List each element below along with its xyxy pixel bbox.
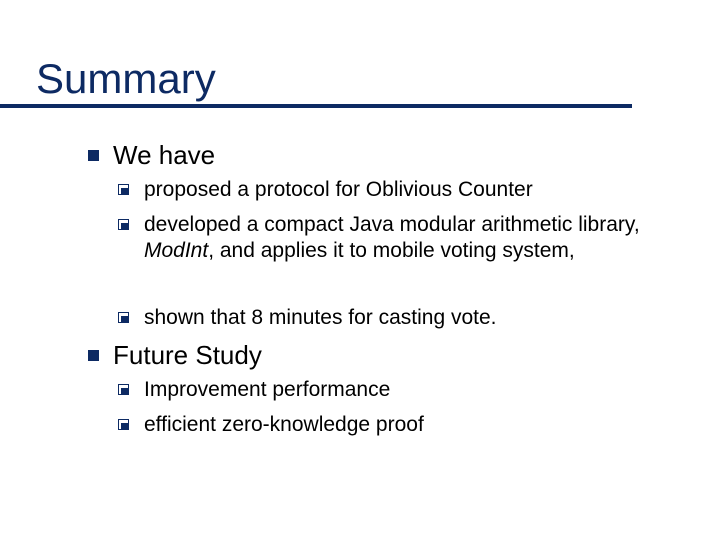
modint-emphasis: ModInt [144, 239, 209, 262]
title-divider [0, 104, 632, 108]
sub-bullet-text: shown that 8 minutes for casting vote. [144, 306, 497, 329]
bullet-heading: Future Study [113, 340, 262, 370]
slide-title: Summary [36, 55, 216, 102]
checkbox-bullet-icon [118, 384, 129, 395]
sub-bullet-item [118, 412, 678, 438]
sub-bullet-text-part: developed a compact Java modular arithmetic library, [144, 213, 640, 236]
sub-bullet-text: Improvement performance [144, 378, 391, 401]
sub-bullet-item [118, 177, 678, 203]
sub-bullet-text [144, 212, 678, 264]
sub-bullet-item [118, 212, 678, 264]
bullet-heading: We have [113, 140, 216, 170]
checkbox-bullet-icon [118, 419, 129, 430]
sub-bullet-text: efficient zero-knowledge proof [144, 413, 424, 436]
sub-bullet-item [118, 377, 678, 403]
checkbox-bullet-icon [118, 184, 129, 195]
sub-bullet-text: proposed a protocol for Oblivious Counter [144, 178, 533, 201]
sub-bullet-text-part: , and applies it to mobile voting system, [208, 239, 575, 262]
square-bullet-icon [88, 350, 99, 361]
square-bullet-icon [88, 150, 99, 161]
checkbox-bullet-icon [118, 312, 129, 323]
checkbox-bullet-icon [118, 219, 129, 230]
sub-bullet-item [118, 305, 678, 331]
